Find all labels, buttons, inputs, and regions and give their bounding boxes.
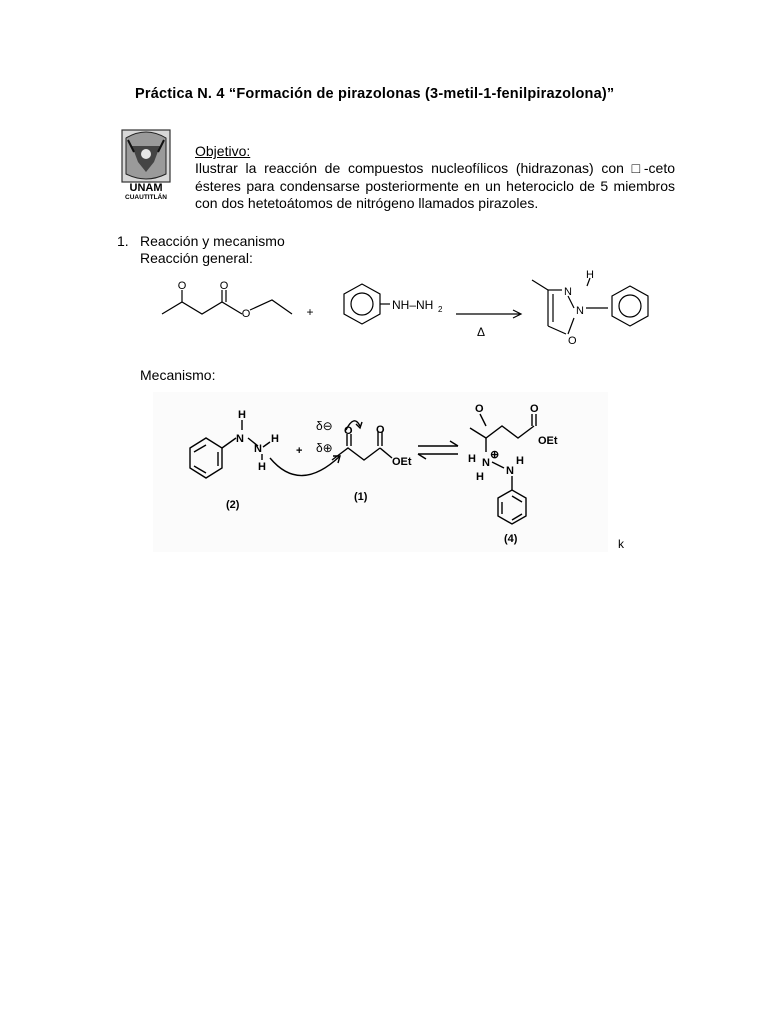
- h-top: H: [238, 409, 246, 421]
- n4b: N: [506, 465, 514, 477]
- mechanism-scheme: [150, 390, 650, 560]
- plus-sign: +: [306, 305, 314, 319]
- hydrazine-label: NH–NH: [392, 298, 434, 312]
- logo-campus-text: CUAUTITLÁN: [125, 194, 167, 201]
- o-carbonyl: O: [344, 425, 353, 437]
- unam-logo: [114, 128, 178, 202]
- objective-text: [195, 160, 675, 213]
- n4a: N: [482, 457, 490, 469]
- h4b: H: [476, 471, 484, 483]
- delta-minus: δ⊖: [316, 419, 333, 433]
- objective-line: ésteres para condensarse posteriormente en un heterociclo de 5 miembros: [195, 177, 675, 194]
- reactant-ester-carbonyl-o: O: [219, 280, 229, 292]
- n-a: N: [236, 433, 244, 445]
- objective-line: Ilustrar la reacción de compuestos nucleofílicos (hidrazonas) con □-ceto: [195, 160, 675, 176]
- delta-plus: δ⊕: [316, 441, 333, 455]
- logo-unam-text: UNAM: [129, 182, 163, 194]
- compound-1-label: (1): [354, 491, 368, 503]
- product-n1: N: [564, 286, 572, 298]
- section-number: 1.: [117, 233, 129, 249]
- page-title: Práctica N. 4 “Formación de pirazolonas (3-metil-1-fenilpirazolona)”: [135, 86, 615, 102]
- hydrazine-subscript: 2: [438, 305, 443, 314]
- o-ester-2: O: [530, 403, 539, 415]
- n-plus-charge: ⊕: [490, 449, 500, 461]
- objective-heading: Objetivo:: [195, 143, 251, 159]
- h-b1: H: [271, 433, 279, 445]
- mechanism-heading: Mecanismo:: [140, 367, 216, 383]
- stray-k: k: [618, 537, 624, 551]
- section-heading: Reacción y mecanismo: [140, 233, 285, 249]
- compound-4-label: (4): [504, 533, 518, 545]
- h4c: H: [516, 455, 524, 467]
- general-reaction-scheme: [150, 270, 670, 360]
- product-h: H: [586, 270, 594, 281]
- h4a: H: [468, 453, 476, 465]
- o-ester: O: [376, 424, 385, 436]
- o-minus: O: [475, 403, 484, 415]
- objective-line: con dos hetetoátomos de nitrógeno llamados pirazoles.: [195, 195, 539, 211]
- mechanism-plus: +: [296, 445, 303, 457]
- compound-2-label: (2): [226, 499, 240, 511]
- oet-1: OEt: [392, 456, 412, 468]
- reactant-ketone-o: O: [177, 280, 187, 292]
- product-n2: N: [576, 305, 584, 317]
- reactant-ester-o: O: [241, 308, 251, 320]
- h-b2: H: [258, 461, 266, 473]
- product-o: O: [568, 335, 577, 347]
- general-reaction-heading: Reacción general:: [140, 250, 253, 266]
- heat-condition: Δ: [477, 325, 486, 339]
- oet-2: OEt: [538, 435, 558, 447]
- n-b: N: [254, 443, 262, 455]
